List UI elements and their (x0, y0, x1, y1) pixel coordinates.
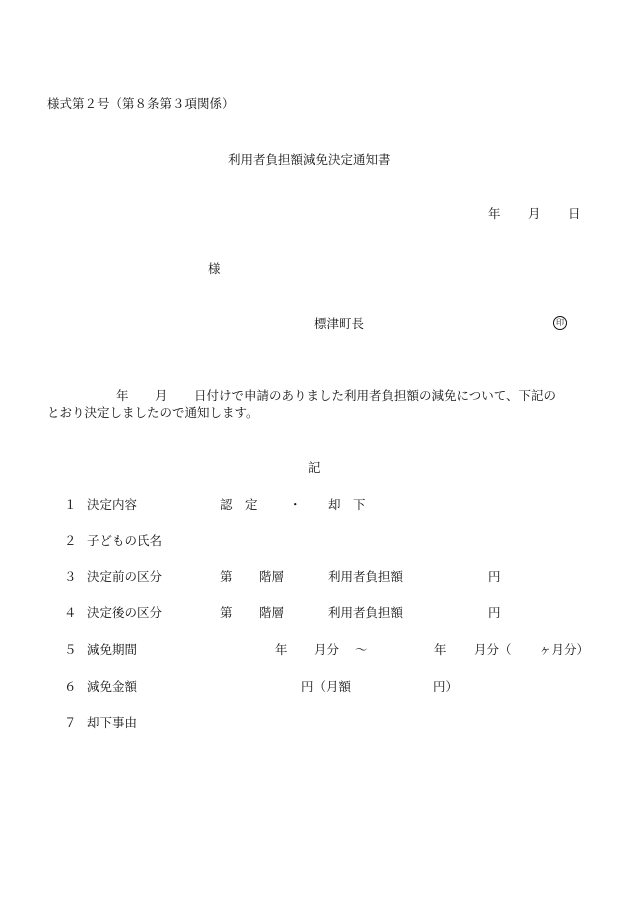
date-month: 月 (528, 206, 541, 221)
item-5-number: ５ (64, 642, 77, 657)
recipient-suffix: 様 (208, 261, 221, 276)
item-5-start-year: 年 (275, 642, 288, 657)
seal-mark: 印 (553, 316, 567, 330)
item-4-number: ４ (64, 605, 77, 620)
item-5-end-year: 年 (434, 642, 447, 657)
item-1-approve: 認 定 (220, 497, 258, 512)
body-year: 年 (116, 388, 129, 403)
item-3-kaisou: 階層 (259, 569, 285, 584)
item-6-yen-close: 円） (433, 679, 459, 694)
item-5-months-count: ヶ月分） (539, 642, 590, 657)
item-3-dai: 第 (220, 569, 233, 584)
item-1-label: 決定内容 (87, 497, 138, 512)
item-5-start-month: 月分 (314, 642, 340, 657)
body-line2: とおり決定しましたので通知します。 (47, 405, 259, 420)
item-2-label: 子どもの氏名 (87, 533, 163, 548)
item-4-label: 決定後の区分 (87, 605, 163, 620)
item-4-dai: 第 (220, 605, 233, 620)
item-5-tilde: ～ (355, 642, 368, 657)
item-3-label: 決定前の区分 (87, 569, 163, 584)
ki-heading: 記 (308, 460, 321, 475)
item-1-reject: 却 下 (328, 497, 366, 512)
item-5-end-month: 月分（ (474, 642, 512, 657)
item-6-number: ６ (64, 679, 77, 694)
item-6-label: 減免金額 (87, 679, 138, 694)
item-3-yen: 円 (488, 569, 501, 584)
item-2-number: ２ (64, 533, 77, 548)
item-4-kaisou: 階層 (259, 605, 285, 620)
item-3-fee-label: 利用者負担額 (328, 569, 404, 584)
item-3-number: ３ (64, 569, 77, 584)
item-6-yen-monthly: 円（月額 (301, 679, 352, 694)
item-5-label: 減免期間 (87, 642, 138, 657)
item-7-label: 却下事由 (87, 715, 138, 730)
document-title: 利用者負担額減免決定通知書 (228, 152, 391, 167)
date-year: 年 (488, 206, 501, 221)
date-day: 日 (568, 206, 581, 221)
item-4-yen: 円 (488, 605, 501, 620)
item-4-fee-label: 利用者負担額 (328, 605, 404, 620)
issuer: 標津町長 (314, 316, 365, 331)
item-7-number: ７ (64, 715, 77, 730)
item-1-number: １ (64, 497, 77, 512)
form-number: 様式第２号（第８条第３項関係） (47, 96, 235, 111)
body-line1: 日付けで申請のありました利用者負担額の減免について、下記の (194, 388, 557, 403)
body-month: 月 (155, 388, 168, 403)
item-1-dot: ・ (289, 497, 302, 512)
